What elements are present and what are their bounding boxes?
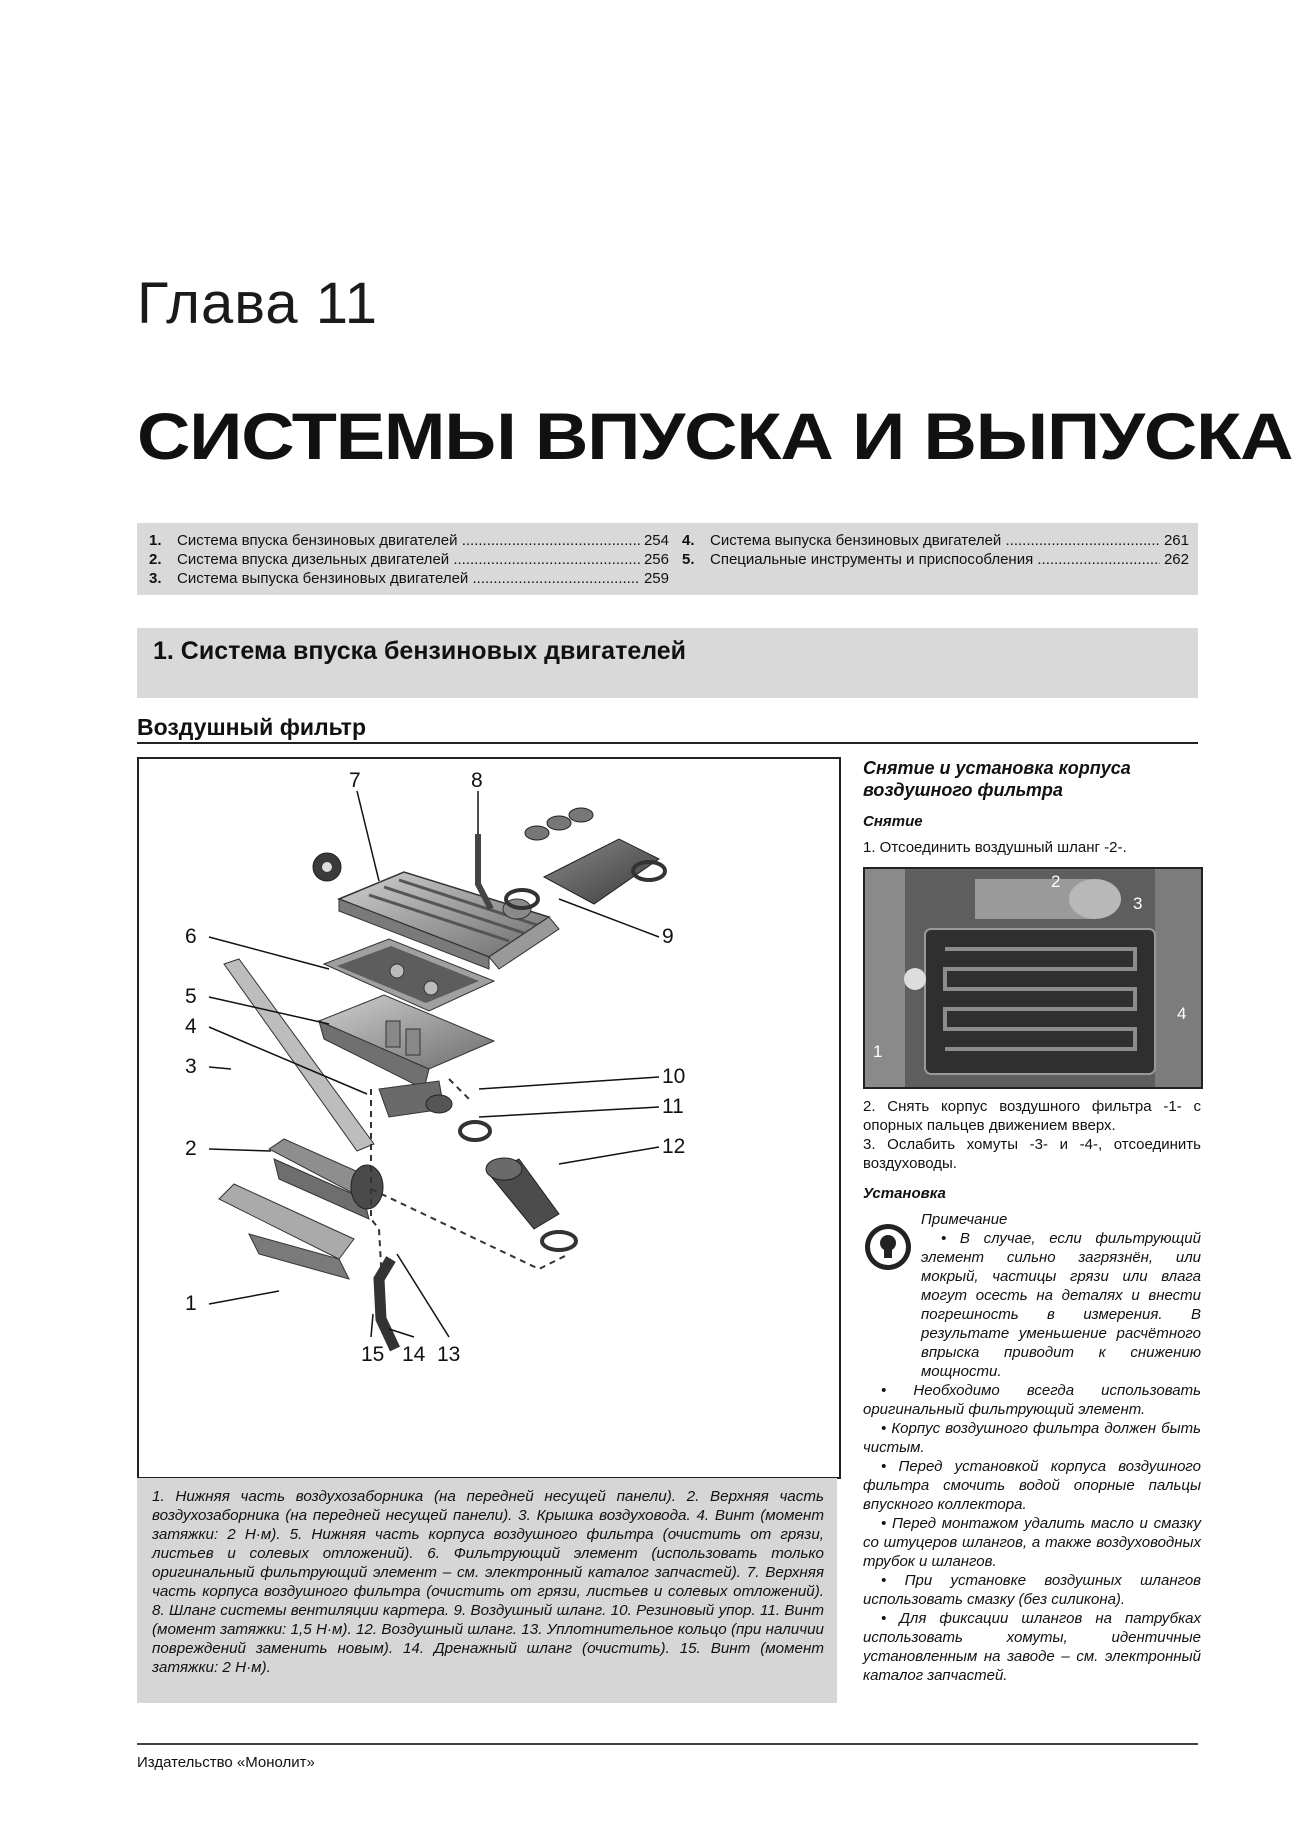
toc-number: 1. xyxy=(149,532,162,549)
removal-step-1: 1. Отсоединить воздушный шланг -2-. xyxy=(863,839,1127,856)
engine-bay-photo xyxy=(863,867,1203,1089)
note-block xyxy=(863,1210,1201,1685)
chapter-contents xyxy=(137,523,1198,595)
toc-text: Система впуска дизельных двигателей ..... xyxy=(177,550,640,569)
toc-entry[interactable] xyxy=(682,550,1189,569)
note-item: • При установке воздушных шлангов использовать смазку (без силикона). xyxy=(863,1572,1201,1608)
toc-page: 259 xyxy=(643,570,669,587)
drain-hose xyxy=(379,1259,395,1349)
callout-2: 2 xyxy=(185,1137,197,1160)
callout-10: 10 xyxy=(662,1065,686,1088)
air-duct-cover xyxy=(224,959,374,1151)
removal-step-2: 2. Снять корпус воздушного фильтра -1- с опорных пальцев движением вверх. xyxy=(863,1098,1201,1134)
air-hose-lower xyxy=(486,1158,576,1250)
note-item: • Корпус воздушного фильтра должен быть чистым. xyxy=(863,1420,1201,1456)
toc-number: 2. xyxy=(149,551,162,568)
callout-15: 15 xyxy=(361,1343,385,1366)
photo-callout-4: 4 xyxy=(1177,1004,1187,1023)
callout-9: 9 xyxy=(662,925,674,948)
photo-callout-3: 3 xyxy=(1133,894,1143,913)
photo-drawing xyxy=(865,869,1201,1087)
procedure-column xyxy=(863,757,1201,1685)
toc-number: 3. xyxy=(149,570,162,587)
toc-text: Система выпуска бензиновых двигателей ..... xyxy=(177,569,640,588)
note-label: Примечание xyxy=(921,1211,1008,1228)
toc-text: Специальные инструменты и приспособления ..... xyxy=(710,550,1160,569)
note-item: • Перед установкой корпуса воздушного фильтра смочить водой опорные пальцы впускного коллектора. xyxy=(863,1458,1201,1513)
callout-1: 1 xyxy=(185,1292,197,1315)
subsection-divider xyxy=(137,742,1198,744)
lightbulb-note-icon xyxy=(863,1222,913,1272)
toc-page: 256 xyxy=(643,551,669,568)
diagram-drawing xyxy=(139,759,839,1477)
callout-7: 7 xyxy=(349,769,361,792)
callout-11: 11 xyxy=(662,1095,684,1118)
note-item: • В случае, если фильтрующий элемент сильно загрязнён, или мокрый, частицы грязи или влага могут осесть на деталях и внести погрешность в измерения. В результате уменьшение расчётного впрыска приводит к снижению мощности. xyxy=(921,1230,1201,1380)
air-filter-exploded-diagram xyxy=(137,757,841,1479)
toc-number: 4. xyxy=(682,532,695,549)
chapter-title: СИСТЕМЫ ВПУСКА И ВЫПУСКА xyxy=(137,399,1293,473)
note-item: • Для фиксации шлангов на патрубках использовать хомуты, идентичные установленным на заводе – см. электронный каталог запчастей. xyxy=(863,1610,1201,1684)
footer-divider xyxy=(137,1743,1198,1745)
upper-filter-housing xyxy=(313,853,559,969)
callout-8: 8 xyxy=(471,769,483,792)
photo-callout-2: 2 xyxy=(1051,872,1061,891)
toc-column-left xyxy=(149,531,669,588)
air-intake-pipe xyxy=(506,808,665,908)
assembly-guide-line xyxy=(449,1079,469,1099)
callout-6: 6 xyxy=(185,925,197,948)
toc-entry[interactable] xyxy=(149,569,669,588)
callout-14: 14 xyxy=(402,1343,426,1366)
installation-heading: Установка xyxy=(863,1185,946,1202)
toc-page: 262 xyxy=(1163,551,1189,568)
note-item: • Перед монтажом удалить масло и смазку со штуцеров шлангов, а также воздуховодных трубок и шлангов. xyxy=(863,1515,1201,1570)
publisher-name: Издательство «Монолит» xyxy=(137,1754,315,1771)
toc-column-right xyxy=(682,531,1189,569)
toc-entry[interactable] xyxy=(682,531,1189,550)
callout-13: 13 xyxy=(437,1343,461,1366)
callout-5: 5 xyxy=(185,985,197,1008)
subsection-title: Воздушный фильтр xyxy=(137,714,367,740)
figure-caption: 1. Нижняя часть воздухозаборника (на передней несущей панели). 2. Верхняя часть воздухозаборника (на передней несущей панели). 3. Крышка воздуховода. 4. Винт (момент затяжки: 2 Н·м). 5. Нижняя часть корпуса воздушного фильтра (очистить от грязи, листьев и солевых отложений). 6. Фильтрующий элемент (использовать только оригинальный фильтрующий элемент – см. электронный каталог запчастей). 7. Верхняя часть корпуса воздушного фильтра (очистить от грязи, листьев и солевых отложений). 8. Шланг системы вентиляции картера. 9. Воздушный шланг. 10. Резиновый упор. 11. Винт (момент затяжки: 1,5 Н·м). 12. Воздушный шланг. 13. Уплотнительное кольцо (при наличии повреждений заменить новым). 14. Дренажный шланг (очистить). 15. Винт (момент затяжки: 2 Н·м). xyxy=(152,1488,824,1676)
photo-callout-1: 1 xyxy=(873,1042,883,1061)
toc-entry[interactable] xyxy=(149,550,669,569)
removal-step-3: 3. Ослабить хомуты -3- и -4-, отсоединить воздуховоды. xyxy=(863,1136,1201,1172)
toc-page: 261 xyxy=(1163,532,1189,549)
chapter-label: Глава 11 xyxy=(137,271,378,336)
section-title: 1. Система впуска бензиновых двигателей xyxy=(153,637,687,665)
toc-text: Система выпуска бензиновых двигателей ..... xyxy=(710,531,1160,550)
note-item: • Необходимо всегда использовать оригинальный фильтрующий элемент. xyxy=(863,1382,1201,1418)
callout-12: 12 xyxy=(662,1135,686,1158)
callout-3: 3 xyxy=(185,1055,197,1078)
intake-upper-part xyxy=(269,1139,383,1219)
toc-number: 5. xyxy=(682,551,695,568)
callout-4: 4 xyxy=(185,1015,197,1038)
toc-page: 254 xyxy=(643,532,669,549)
toc-text: Система впуска бензиновых двигателей ..... xyxy=(177,531,640,550)
procedure-title: Снятие и установка корпуса воздушного фильтра xyxy=(863,758,1131,800)
toc-entry[interactable] xyxy=(149,531,669,550)
removal-heading: Снятие xyxy=(863,813,923,830)
